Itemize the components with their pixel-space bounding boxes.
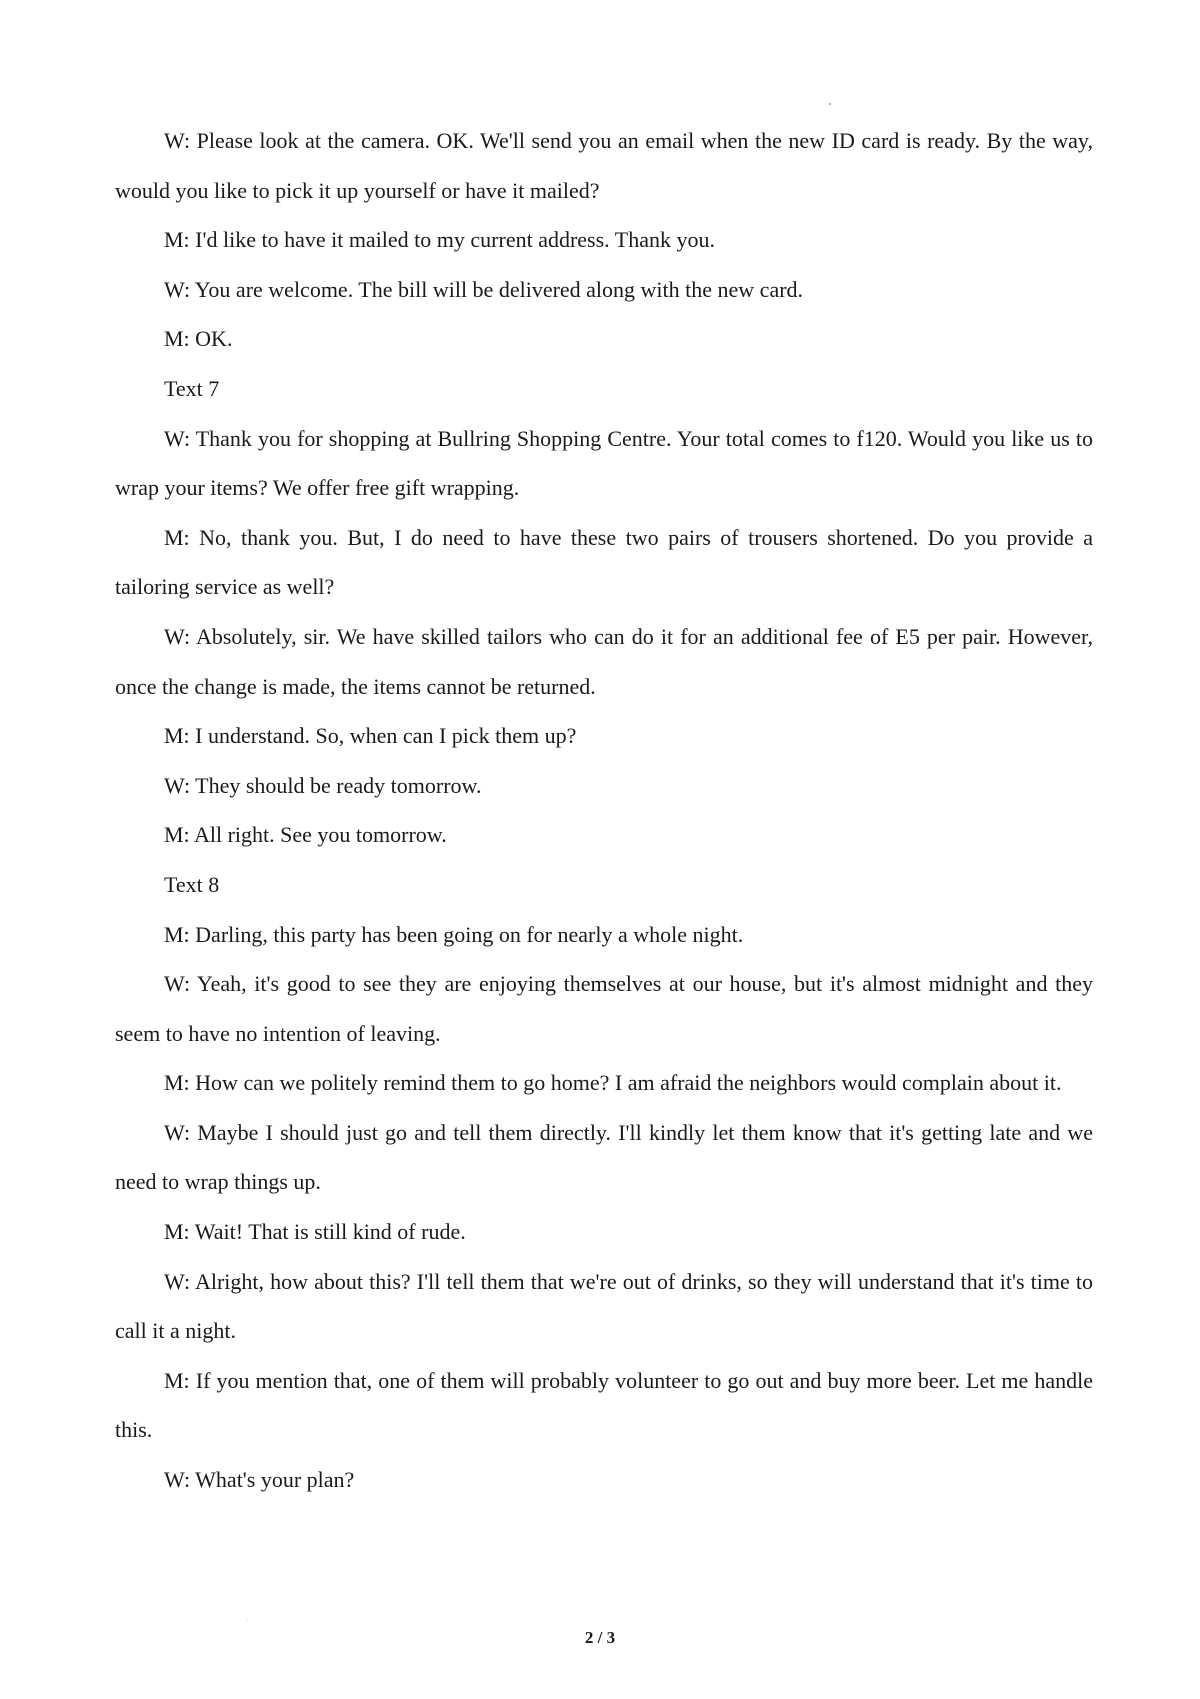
dialogue-line: W: Yeah, it's good to see they are enjoying themselves at our house, but it's almost midnight and they seem to have no intention of leaving. [115, 971, 1093, 1046]
dialogue-line: W: You are welcome. The bill will be delivered along with the new card. [164, 276, 804, 302]
scan-speck [247, 1620, 248, 1621]
dialogue-line: M: Wait! That is still kind of rude. [164, 1219, 466, 1245]
dialogue-line: W: Please look at the camera. OK. We'll send you an email when the new ID card is ready. By the way, would you like to pick it up yourself or have it mailed? [115, 128, 1093, 203]
transcript-body [115, 116, 1093, 1505]
dialogue-line: W: Absolutely, sir. We have skilled tailors who can do it for an additional fee of E5 per pair. However, once the change is made, the items cannot be returned. [115, 623, 1093, 699]
dialogue-line: M: All right. See you tomorrow. [164, 822, 447, 848]
section-heading-text-8: Text 8 [164, 871, 220, 897]
dialogue-line: M: No, thank you. But, I do need to have these two pairs of trousers shortened. Do you provide a tailoring service as well? [115, 524, 1093, 600]
dialogue-line: M: OK. [164, 326, 233, 352]
dialogue-line: M: I'd like to have it mailed to my current address. Thank you. [164, 227, 715, 253]
dialogue-line: M: I understand. So, when can I pick them up? [164, 723, 577, 749]
dialogue-line: W: Thank you for shopping at Bullring Shopping Centre. Your total comes to f120. Would you like us to wrap your items? We offer free gift wrapping. [115, 425, 1093, 501]
page-number: 2 / 3 [584, 1628, 616, 1647]
dialogue-line: W: Alright, how about this? I'll tell them that we're out of drinks, so they will understand that it's time to call it a night. [115, 1268, 1093, 1344]
section-heading-text-7: Text 7 [164, 375, 220, 401]
dialogue-line: W: What's your plan? [164, 1467, 355, 1493]
dialogue-line: M: If you mention that, one of them will probably volunteer to go out and buy more beer. Let me handle this. [115, 1367, 1093, 1443]
dialogue-line: W: Maybe I should just go and tell them directly. I'll kindly let them know that it's getting late and we need to wrap things up. [115, 1119, 1093, 1195]
dialogue-line: W: They should be ready tomorrow. [164, 772, 482, 798]
scan-speck [829, 103, 831, 105]
dialogue-line: M: How can we politely remind them to go home? I am afraid the neighbors would complain about it. [164, 1070, 1062, 1096]
dialogue-line: M: Darling, this party has been going on for nearly a whole night. [164, 921, 744, 947]
